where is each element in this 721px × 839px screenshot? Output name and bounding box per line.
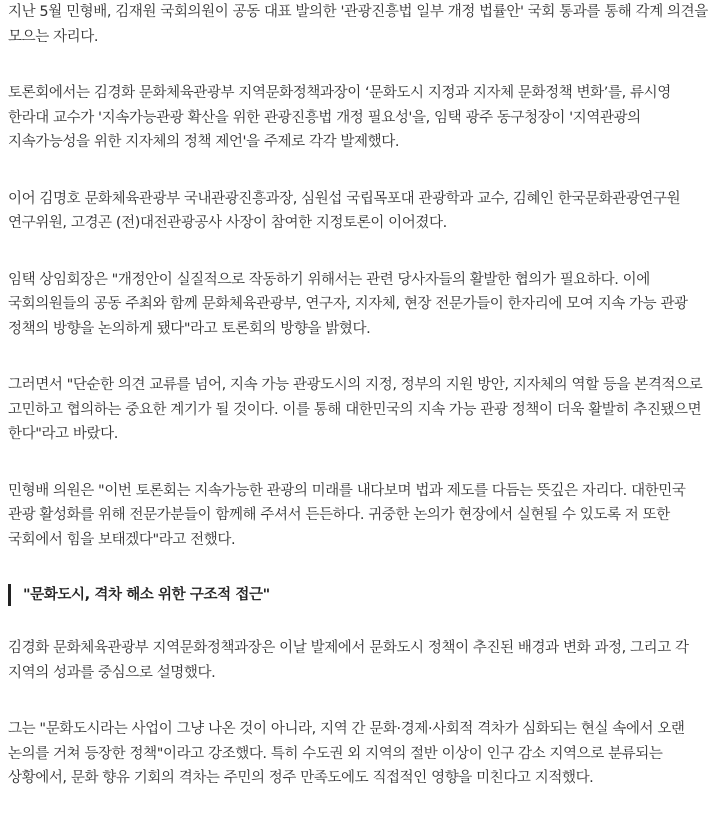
paragraph-culture-city-emphasis: 그는 "문화도시라는 사업이 그냥 나온 것이 아니라, 지역 간 문화·경제·사회적 격차가 심화되는 현실 속에서 오랜 논의를 거쳐 등장한 정책"이라고 강조했다. 특히 수도권 외 지역의 절반 이상이 인구 감소 지역으로 분류되는 상황에서, 문화 향유 기회의 격차는 주민의 정주 만족도에도 직접적인 영향을 미친다고 지적했다. bbox=[8, 721, 685, 786]
paragraph-bill-discussion: 지난 5월 민형배, 김재원 국회의원이 공동 대표 발의한 '관광진흥법 일부 개정 법률안' 국회 통과를 통해 각계 의견을 모으는 자리다. bbox=[8, 4, 708, 45]
paragraph-presentations: 토론회에서는 김경화 문화체육관광부 지역문화정책과장이 ‘문화도시 지정과 지자체 문화정책 변화’를, 류시영 한라대 교수가 '지속가능관광 확산을 위한 관광진흥법 개정 필요성'을, 임택 광주 동구청장이 '지역관광의 지속가능성을 위한 지자체의 정책 제언'을 주제로 각각 발제했다. bbox=[8, 85, 671, 150]
paragraph-panel-discussion: 이어 김명호 문화체육관광부 국내관광진흥과장, 심원섭 국립목포대 관광학과 교수, 김혜인 한국문화관광연구원 연구위원, 고경곤 (전)대전관광공사 사장이 참여한 지정토론이 이어졌다. bbox=[8, 190, 681, 231]
section-subheading: "문화도시, 격차 해소 위한 구조적 접근" bbox=[8, 584, 714, 606]
article-body bbox=[8, 0, 714, 823]
paragraph-culture-city-overview: 김경화 문화체육관광부 지역문화정책과장은 이날 발제에서 문화도시 정책이 추진된 배경과 변화 과정, 그리고 각 지역의 성과를 중심으로 설명했다. bbox=[8, 640, 689, 681]
paragraph-lawmaker-remarks: 민형배 의원은 "이번 토론회는 지속가능한 관광의 미래를 내다보며 법과 제도를 다듬는 뜻깊은 자리다. 대한민국 관광 활성화를 위해 전문가분들이 함께해 주셔서 든든하다. 귀중한 논의가 현장에서 실현될 수 있도록 저 또한 국회에서 힘을 보태겠다"라고 전했다. bbox=[8, 482, 686, 548]
paragraph-chairman-remarks: 임택 상임회장은 "개정안이 실질적으로 작동하기 위해서는 관련 당사자들의 활발한 협의가 필요하다. 이에 국회의원들의 공동 주최와 함께 문화체육관광부, 연구자, 지자체, 현장 전문가들이 한자리에 모여 지속 가능 관광 정책의 방향을 논의하게 됐다"라고 토론회의 방향을 밝혔다. bbox=[8, 271, 688, 337]
paragraph-chairman-hopes: 그러면서 "단순한 의견 교류를 넘어, 지속 가능 관광도시의 지정, 정부의 지원 방안, 지자체의 역할 등을 본격적으로 고민하고 협의하는 중요한 계기가 될 것이다. 이를 통해 대한민국의 지속 가능 관광 정책이 더욱 활발히 추진됐으면 한다"라고 바랐다. bbox=[8, 377, 703, 442]
